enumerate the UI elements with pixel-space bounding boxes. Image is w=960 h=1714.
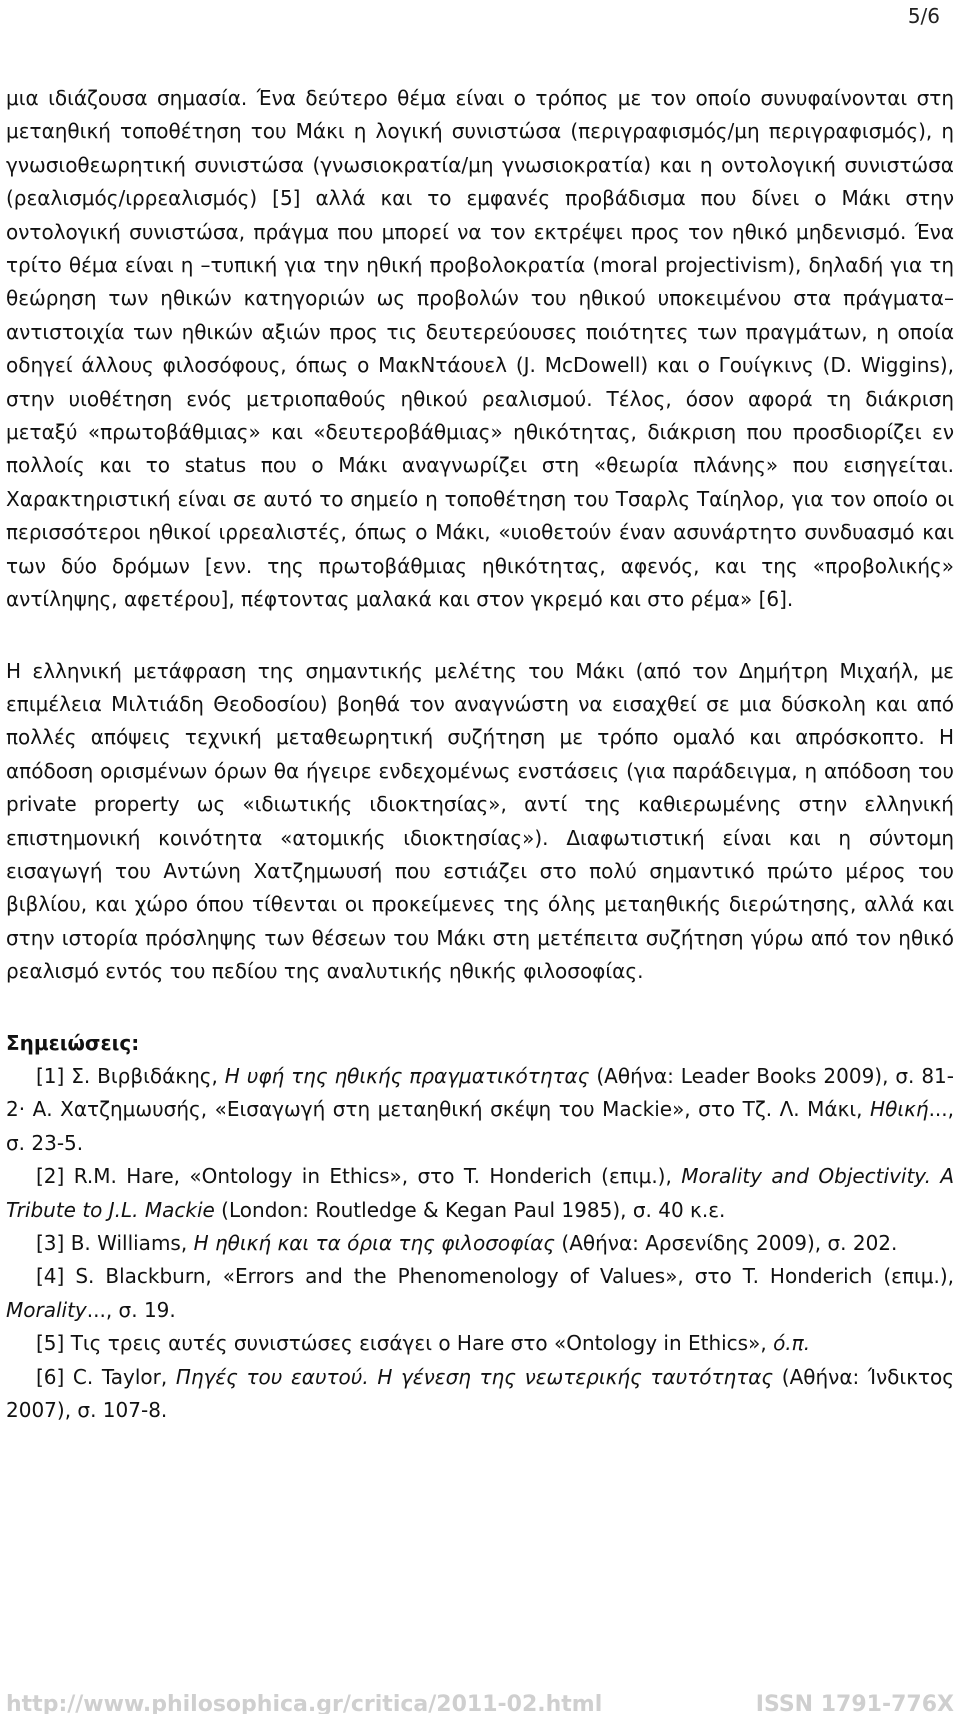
note-5-title: ό.π.: [773, 1331, 811, 1356]
note-4-title: Morality: [6, 1297, 87, 1322]
page-number: 5/6: [907, 4, 940, 28]
note-1: [1] Σ. Βιρβιδάκης, Η υφή της ηθικής πραγματικότητας (Αθήνα: Leader Books 2009), σ. 81-2· Α. Χατζημωυσής, «Εισαγωγή στη μεταηθική σκέψη του Mackie», στο Τζ. Λ. Μάκι, Ηθική..., σ. 23-5.: [6, 1063, 954, 1155]
note-1-title: Η υφή της ηθικής πραγματικότητας: [224, 1063, 590, 1088]
body-paragraph-1: μια ιδιάζουσα σημασία. Ένα δεύτερο θέμα είναι ο τρόπος με τον οποίο συνυφαίνονται στη μεταηθική τοποθέτηση του Μάκι η λογική συνιστώσα (περιγραφισμός/μη περιγραφισμός), η γνωσιοθεωρητική συνιστώσα (γνωσιοκρατία/μη γνωσιοκρατία) και η οντολογική συνιστώσα (ρεαλισμός/ιρρεαλισμός) [5] αλλά και το εμφανές προβάδισμα που δίνει ο Μάκι στην οντολογική συνιστώσα, πράγμα που μπορεί να τον εκτρέψει προς τον ηθικό μηδενισμό. Ένα τρίτο θέμα είναι η –τυπική για την ηθική προβολοκρατία (moral projectivism), δηλαδή για τη θεώρηση των ηθικών κατηγοριών ως προβολών του ηθικού υποκειμένου στα πράγματα– αντιστοιχία των ηθικών αξιών προς τις δευτερεύουσες ποιότητες των πραγμάτων, η οποία οδηγεί άλλους φιλοσόφους, όπως ο ΜακΝτάουελ (J. McDowell) και ο Γουίγκινς (D. Wiggins), στην υιοθέτηση ενός μετριοπαθούς ηθικού ρεαλισμού. Τέλος, όσον αφορά τη διάκριση μεταξύ «πρωτοβάθμιας» και «δευτεροβάθμιας» ηθικότητας, διάκριση που προσδιορίζει εν πολλοίς και το status που ο Μάκι αναγνωρίζει στη «θεωρία πλάνης» που εισηγείται. Χαρακτηριστική είναι σε αυτό το σημείο η τοποθέτηση του Τσαρλς Ταίηλορ, για τον οποίο οι περισσότεροι ηθικοί ιρρεαλιστές, όπως ο Μάκι, «υιοθετούν έναν ασυνάρτητο συνδυασμό και των δύο δρόμων [ενν. της πρωτοβάθμιας ηθικότητας, αφενός, και της «προβολικής» αντίληψης, αφετέρου], πέφτοντας μαλακά και στον γκρεμό και στο ρέμα» [6].: [6, 86, 954, 612]
footer-issn: ISSN 1791-776X: [755, 1692, 954, 1714]
note-2: [2] R.M. Hare, «Ontology in Ethics», στο T. Honderich (επιμ.), Morality and Objectivity. A Tribute to J.L. Mackie (London: Routledge & Kegan Paul 1985), σ. 40 κ.ε.: [6, 1164, 955, 1222]
body-paragraph-2: Η ελληνική μετάφραση της σημαντικής μελέτης του Μάκι (από τον Δημήτρη Μιχαήλ, με επιμέλεια Μιλτιάδη Θεοδοσίου) βοηθά τον αναγνώστη να εισαχθεί σε μια δύσκολη και από πολλές απόψεις τεχνική μεταθεωρητική συζήτηση με τρόπο ομαλό και απρόσκοπτο. Η απόδοση ορισμένων όρων θα ήγειρε ενδεχομένως ενστάσεις (για παράδειγμα, η απόδοση του private property ως «ιδιωτικής ιδιοκτησίας», αντί της καθιερωμένης στην ελληνική επιστημονική κοινότητα «ατομικής ιδιοκτησίας»). Διαφωτιστική είναι και η σύντομη εισαγωγή του Αντώνη Χατζημωυσή που εστιάζει στο πολύ σημαντικό πρώτο μέρος του βιβλίου, και χώρο όπου τίθενται οι προκείμενες της όλης μεταηθικής διερώτησης, αλλά και στην ιστορία πρόσληψης των θέσεων του Μάκι στη μετέπειτα συζήτηση γύρω από τον ηθικό ρεαλισμό εντός του πεδίου της αναλυτικής ηθικής φιλοσοφίας.: [6, 658, 954, 984]
note-4: [4] S. Blackburn, «Errors and the Phenomenology of Values», στο T. Honderich (επιμ.), Morality..., σ. 19.: [6, 1264, 954, 1322]
note-3: [3] B. Williams, Η ηθική και τα όρια της φιλοσοφίας (Αθήνα: Αρσενίδης 2009), σ. 202.: [36, 1231, 898, 1255]
note-3-title: Η ηθική και τα όρια της φιλοσοφίας: [193, 1231, 556, 1255]
notes-section: [6, 1027, 954, 1428]
note-1-title2: Ηθική: [870, 1097, 929, 1122]
page-footer: [6, 1692, 954, 1714]
note-2-title: Morality and Objectivity. A Tribute to J.L. Mackie: [6, 1164, 955, 1222]
note-6: [6] C. Taylor, Πηγές του εαυτού. Η γένεση της νεωτερικής ταυτότητας (Αθήνα: Ίνδικτος 2007), σ. 107-8.: [6, 1364, 954, 1423]
note-5: [5] Τις τρεις αυτές συνιστώσες εισάγει ο Hare στο «Ontology in Ethics», ό.π.: [36, 1331, 811, 1356]
footer-url-link[interactable]: http://www.philosophica.gr/critica/2011-02.html: [6, 1692, 603, 1714]
document-body: [6, 82, 954, 1427]
notes-heading: Σημειώσεις:: [6, 1030, 140, 1055]
note-6-title: Πηγές του εαυτού. Η γένεση της νεωτερικής ταυτότητας: [175, 1364, 774, 1389]
